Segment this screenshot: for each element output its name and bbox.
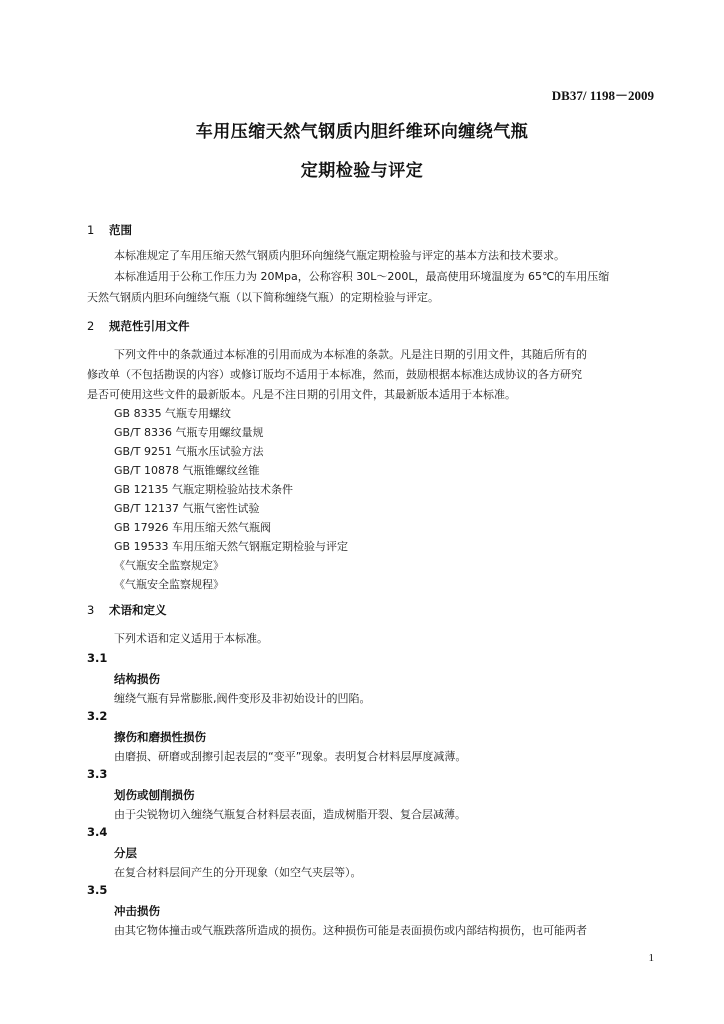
term-number: 3.5: [87, 883, 108, 897]
section-title: 术语和定义: [109, 603, 167, 617]
term-number: 3.2: [87, 709, 108, 723]
term-definition: 由其它物体撞击或气瓶跌落所造成的损伤。这种损伤可能是表面损伤或内部结构损伤，也可能两者: [114, 924, 587, 937]
term-number: 3.4: [87, 825, 108, 839]
term-name: 划伤或刨削损伤: [114, 788, 195, 802]
reference-item: GB 8335 气瓶专用螺纹: [114, 407, 232, 420]
reference-item: 《气瓶安全监察规程》: [114, 578, 224, 591]
section-title: 规范性引用文件: [109, 319, 190, 333]
document-title-line2: 定期检验与评定: [300, 161, 424, 181]
term-number: 3.3: [87, 767, 108, 781]
section-2-heading: [87, 318, 190, 334]
reference-item: GB/T 8336 气瓶专用螺纹量规: [114, 426, 264, 439]
paragraph: 本标准规定了车用压缩天然气钢质内胆环向缠绕气瓶定期检验与评定的基本方法和技术要求。: [114, 249, 565, 262]
reference-item: GB/T 9251 气瓶水压试验方法: [114, 445, 264, 458]
section-number: 1: [87, 223, 95, 237]
reference-item: GB 17926 车用压缩天然气瓶阀: [114, 521, 272, 534]
paragraph: 修改单（不包括勘误的内容）或修订版均不适用于本标准，然而，鼓励根据本标准达成协议的各方研究: [87, 368, 582, 381]
document-title-line1: 车用压缩天然气钢质内胆纤维环向缠绕气瓶: [195, 122, 529, 142]
paragraph: 本标准适用于公称工作压力为 20Mpa，公称容积 30L～200L，最高使用环境温度为 65℃的车用压缩: [114, 270, 610, 283]
reference-item: GB 12135 气瓶定期检验站技术条件: [114, 483, 294, 496]
term-name: 分层: [114, 846, 137, 860]
term-name: 结构损伤: [114, 672, 160, 686]
paragraph: 是否可使用这些文件的最新版本。凡是不注日期的引用文件，其最新版本适用于本标准。: [87, 388, 516, 401]
term-name: 擦伤和磨损性损伤: [114, 730, 206, 744]
standard-code: DB37/ 1198－2009: [551, 88, 654, 103]
term-definition: 在复合材料层间产生的分开现象（如空气夹层等）。: [114, 866, 362, 879]
paragraph: 天然气钢质内胆环向缠绕气瓶（以下简称缠绕气瓶）的定期检验与评定。: [87, 291, 439, 304]
reference-item: GB/T 12137 气瓶气密性试验: [114, 502, 260, 515]
term-definition: 由于尖锐物切入缠绕气瓶复合材料层表面，造成树脂开裂、复合层减薄。: [114, 808, 466, 821]
page-number: 1: [648, 952, 654, 964]
section-number: 3: [87, 603, 95, 617]
section-number: 2: [87, 319, 95, 333]
section-title: 范围: [109, 223, 132, 237]
paragraph: 下列文件中的条款通过本标准的引用而成为本标准的条款。凡是注日期的引用文件，其随后所有的: [114, 348, 587, 361]
reference-item: 《气瓶安全监察规定》: [114, 559, 224, 572]
term-definition: 由磨损、研磨或刮擦引起表层的“变平”现象。表明复合材料层厚度减薄。: [114, 750, 467, 763]
term-definition: 缠绕气瓶有异常膨胀,阀件变形及非初始设计的凹陷。: [114, 692, 371, 705]
paragraph: 下列术语和定义适用于本标准。: [114, 632, 268, 645]
section-1-heading: [87, 222, 132, 238]
term-number: 3.1: [87, 651, 108, 665]
term-name: 冲击损伤: [114, 904, 160, 918]
reference-item: GB/T 10878 气瓶锥螺纹丝锥: [114, 464, 260, 477]
reference-item: GB 19533 车用压缩天然气钢瓶定期检验与评定: [114, 540, 349, 553]
section-3-heading: [87, 602, 167, 618]
